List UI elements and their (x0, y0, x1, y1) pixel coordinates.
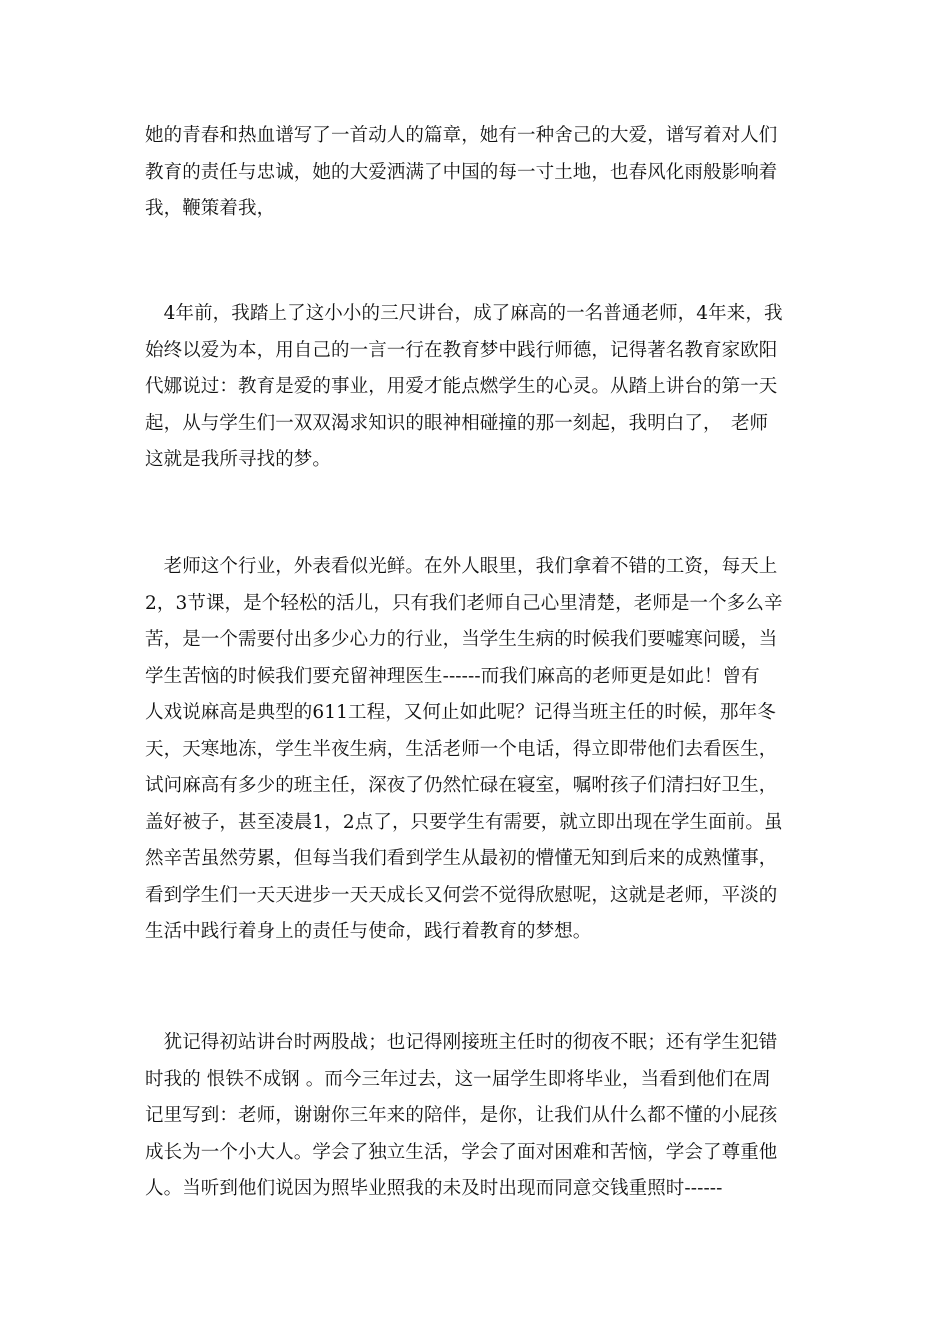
paragraph-2 (145, 296, 810, 479)
text-line: 代娜说过：教育是爱的事业，用爱才能点燃学生的心灵。从踏上讲台的第一天 (145, 376, 778, 397)
text-line: 学生苦恼的时候我们要充留神理医生------而我们麻高的老师更是如此！曾有 (145, 665, 760, 687)
text-line: 4年前，我踏上了这小小的三尺讲台，成了麻高的一名普通老师，4年来，我 (145, 303, 783, 324)
text-line: 人戏说麻高是典型的611工程，又何止如此呢？记得当班主任的时候，那年冬 (145, 702, 776, 723)
text-line: 犹记得初站讲台时两股战；也记得刚接班主任时的彻夜不眠；还有学生犯错 (145, 1032, 778, 1053)
text-line: 2，3节课，是个轻松的活儿，只有我们老师自己心里清楚，老师是一个多么辛 (145, 592, 783, 614)
text-line: 苦，是一个需要付出多少心力的行业，当学生生病的时候我们要嘘寒问暖，当 (145, 629, 778, 650)
text-line: 然辛苦虽然劳累，但每当我们看到学生从最初的懵懂无知到后来的成熟懂事， (145, 848, 778, 869)
text-line: 始终以爱为本，用自己的一言一行在教育梦中践行师德，记得著名教育家欧阳 (145, 339, 778, 361)
text-line: 记里写到：老师，谢谢你三年来的陪伴，是你，让我们从什么都不懂的小屁孩 (145, 1105, 778, 1126)
text-line: 人。当听到他们说因为照毕业照我的未及时出现而同意交钱重照时------ (145, 1178, 723, 1199)
text-line: 生活中践行着身上的责任与使命，践行着教育的梦想。 (145, 921, 592, 942)
text-line: 这就是我所寻找的梦。 (145, 449, 332, 470)
text-line: 教育的责任与忠诚，她的大爱洒满了中国的每一寸土地，也春风化雨般影响着 (145, 161, 778, 183)
text-line: 老师这个行业，外表看似光鲜。在外人眼里，我们拿着不错的工资，每天上 (145, 556, 778, 577)
text-line: 我，鞭策着我， (145, 198, 276, 219)
text-line: 成长为一个小大人。学会了独立生活，学会了面对困难和苦恼，学会了尊重他 (145, 1141, 778, 1163)
paragraph-4 (145, 1025, 810, 1208)
text-line: 看到学生们一天天进步一天天成长又何尝不觉得欣慰呢，这就是老师，平淡的 (145, 884, 778, 906)
text-line: 天，天寒地冻，学生半夜生病，生活老师一个电话，得立即带他们去看医生， (145, 738, 778, 760)
paragraph-1 (145, 118, 810, 228)
text-line: 起，从与学生们一双双渴求知识的眼神相碰撞的那一刻起，我明白了， 老师 (145, 412, 769, 434)
text-line: 盖好被子，甚至凌晨1，2点了，只要学生有需要，就立即出现在学生面前。虽 (145, 811, 783, 833)
text-line: 试问麻高有多少的班主任，深夜了仍然忙碌在寝室，嘱咐孩子们清扫好卫生， (145, 775, 778, 796)
text-line: 她的青春和热血谱写了一首动人的篇章，她有一种舍己的大爱，谱写着对人们 (145, 125, 778, 146)
paragraph-3 (145, 549, 810, 951)
text-line: 时我的 恨铁不成钢 。而今三年过去，这一届学生即将毕业，当看到他们在周 (145, 1068, 771, 1090)
